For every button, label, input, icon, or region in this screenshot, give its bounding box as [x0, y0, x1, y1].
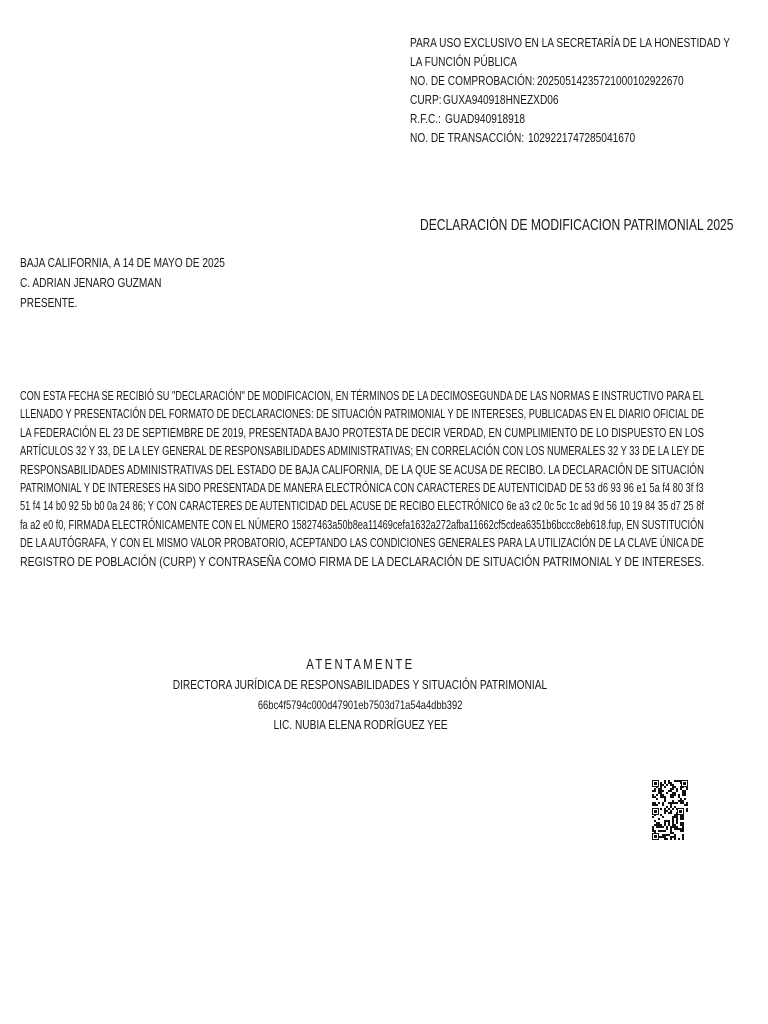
body-line: CON ESTA FECHA SE RECIBIÓ SU "DECLARACIÓN" DE MODIFICACION, EN TÉRMINOS DE LA DECIMOSEGUNDA DE LAS NORMAS E INSTRUCTIVO PARA EL	[20, 388, 704, 403]
body-line: DE LA AUTÓGRAFA, Y CON EL MISMO VALOR PROBATORIO, ACEPTANDO LAS CONDICIONES GENERALES PARA LA UTILIZACIÓN DE LA CLAVE ÚNICA DE	[20, 535, 704, 551]
body-line: REGISTRO DE POBLACIÓN (CURP) Y CONTRASEÑA COMO FIRMA DE LA DECLARACIÓN DE SITUACIÓN PATRIMONIAL Y DE INTERESES.	[20, 553, 705, 569]
atentamente-text: ATENTAMENTE	[305, 657, 415, 673]
addressee-name: C. ADRIAN JENARO GUZMAN	[20, 275, 162, 290]
comprobacion-label: NO. DE COMPROBACIÓN:	[410, 73, 536, 88]
body-line: fa a2 e0 f0, FIRMADA ELECTRÓNICAMENTE CON EL NÚMERO 15827463a50b8ea11469cefa1632a272afba11662cf5cdea6351b6bccc8eb618.fup, EN SUSTITUCIÓN	[20, 516, 704, 532]
rfc-value: GUAD940918918	[445, 111, 526, 126]
addressee-block	[20, 253, 283, 313]
body-line: LLENADO Y PRESENTACIÓN DEL FORMATO DE DECLARACIONES: DE SITUACIÓN PATRIMONIAL Y DE INTERESES, PUBLICADAS EN EL DIARIO OFICIAL DE	[20, 406, 704, 422]
body-line: LA FEDERACIÓN EL 23 DE SEPTIEMBRE DE 2019, PRESENTADA BAJO PROTESTA DE DECIR VERDAD, EN CUMPLIMIENTO DE LO DISPUESTO EN LOS	[20, 424, 704, 440]
transaccion-value: 1029221747285041670	[528, 130, 636, 145]
curp-value: GUXA940918HNEZXD06	[443, 92, 559, 107]
signature-hash: 66bc4f5794c000d47901eb7503d71a54a4dbb392	[257, 698, 463, 712]
body-line: ARTÍCULOS 32 Y 33, DE LA LEY GENERAL DE RESPONSABILIDADES ADMINISTRATIVAS; EN CORRELACIÓN CON LOS NUMERALES 32 Y 33 DE LA LEY DE	[20, 443, 705, 459]
usage-notice-line-2: LA FUNCIÓN PÚBLICA	[410, 54, 518, 69]
body-line: PATRIMONIAL Y DE INTERESES HA SIDO PRESENTADA DE MANERA ELECTRÓNICA CON CARACTERES DE AUTENTICIDAD DE 53 d6 93 96 e1 5a f4 80 3f f3	[20, 479, 704, 495]
place-date: BAJA CALIFORNIA, A 14 DE MAYO DE 2025	[20, 255, 225, 270]
usage-notice-line-1: PARA USO EXCLUSIVO EN LA SECRETARÍA DE LA HONESTIDAD Y	[410, 35, 731, 50]
presente-text: PRESENTE.	[20, 295, 78, 310]
body-paragraph	[20, 387, 704, 571]
signature-block	[120, 655, 600, 735]
comprobacion-value: 20250514235721000102922670	[537, 73, 684, 88]
document-header	[410, 33, 768, 147]
transaccion-label: NO. DE TRANSACCIÓN:	[410, 130, 525, 145]
curp-label: CURP:	[410, 92, 442, 107]
document-title-text: DECLARACIÓN DE MODIFICACION PATRIMONIAL 2025	[420, 217, 734, 234]
body-line: RESPONSABILIDADES ADMINISTRATIVAS DEL ESTADO DE BAJA CALIFORNIA, DE LA QUE SE ACUSA DE RECIBO. LA DECLARACIÓN DE SITUACIÓN	[20, 461, 704, 477]
signer-office: DIRECTORA JURÍDICA DE RESPONSABILIDADES Y SITUACIÓN PATRIMONIAL	[172, 677, 548, 692]
document-title	[420, 216, 768, 236]
signer-name: LIC. NUBIA ELENA RODRÍGUEZ YEE	[273, 717, 447, 732]
body-line: 51 f4 14 b0 92 5b b0 0a 24 86; Y CON CARACTERES DE AUTENTICIDAD DEL ACUSE DE RECIBO ELECTRÓNICO 6e a3 c2 0c 5c 1c ad 9d 56 10 19 84 35 d7 25 8f	[20, 498, 704, 514]
rfc-label: R.F.C.:	[410, 111, 441, 126]
qr-code-icon	[652, 780, 688, 840]
